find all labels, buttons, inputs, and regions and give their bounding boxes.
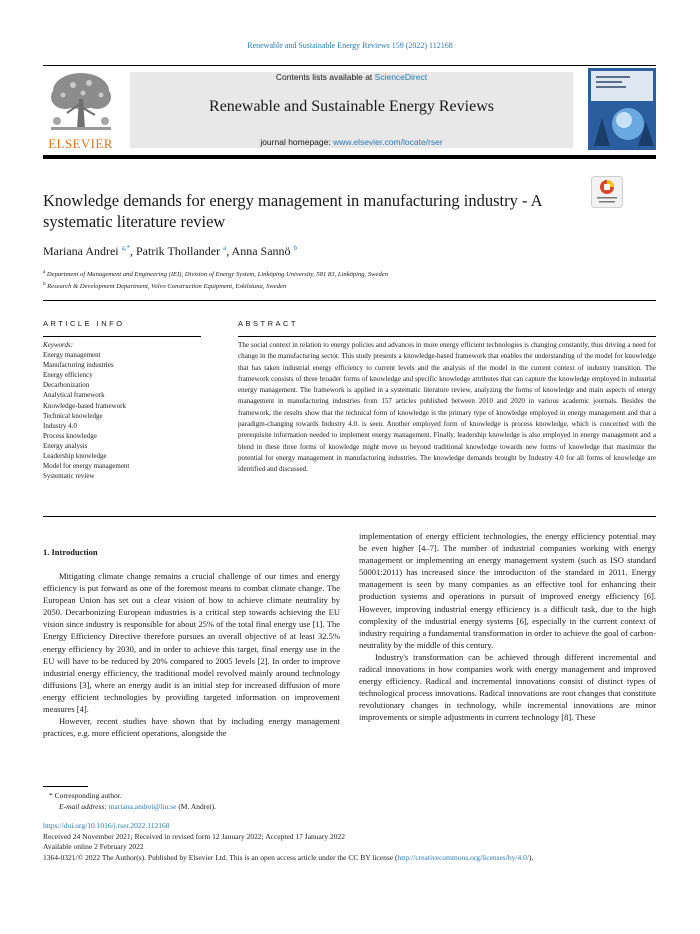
license-text: 1364-0321/© 2022 The Author(s). Published by Elsevier Ltd. This is an open access article under the CC BY license ( <box>43 852 398 862</box>
keyword-item: Process knowledge <box>43 431 97 440</box>
keyword-item: Industry 4.0 <box>43 421 77 430</box>
affiliation-text: Research & Development Department, Volvo Construction Equipment, Eskilstuna, Sweden <box>47 283 287 291</box>
header-thick-rule <box>43 155 656 159</box>
keywords-label: Keywords: <box>43 341 74 349</box>
contents-availability <box>130 72 573 82</box>
corresponding-author-note: * Corresponding author. <box>49 791 122 800</box>
keyword-item: Technical knowledge <box>43 411 103 420</box>
available-online-date: Available online 2 February 2022 <box>43 842 144 852</box>
homepage-link[interactable]: www.elsevier.com/locate/rser <box>333 137 443 147</box>
affiliation-item <box>43 268 388 280</box>
abstract-bottom-rule <box>43 516 656 517</box>
section-heading-introduction: 1. Introduction <box>43 547 98 557</box>
license-link[interactable]: http://creativecommons.org/licenses/by/4.0/ <box>397 852 529 862</box>
keyword-item: Energy management <box>43 351 101 360</box>
email-line <box>43 801 216 812</box>
publication-info <box>43 821 533 863</box>
license-suffix: ). <box>528 852 534 862</box>
keyword-item: Systematic review <box>43 472 95 481</box>
keyword-item: Energy efficiency <box>43 371 93 380</box>
affiliations <box>43 268 388 292</box>
affiliation-item <box>43 280 388 292</box>
author-name: Patrik Thollander <box>136 244 221 258</box>
journal-title: Renewable and Sustainable Energy Reviews <box>209 98 494 115</box>
body-paragraph: Mitigating climate change remains a crucial challenge of our times and energy efficiency is put forward as one of the foremost means to combat climate change. The European Union has set out a clear vision of how to achieve climate neutrality by 2050. Decarbonizing European industries is a critical step towards achieving the EU vision since industry is responsible for about 25% of the total final energy use [1]. The Energy Efficiency Directive therefore pursues an overall objective of at least 32.5% energy efficiency by 2030, and in order to achieve this target, final energy use in the EU will have to be reduced by 20% compared to 2005 levels [2]. In order to improve industrial energy efficiency, the traditional model revolved mainly around technology diffusions [3], where an energy audit is an initial step for increased diffusion of more energy efficient technologies by providing targeted information on improvement measures [4]. <box>43 571 340 715</box>
keyword-item: Manufacturing industries <box>43 361 114 370</box>
check-for-updates-icon[interactable] <box>591 176 623 208</box>
keyword-item: Decarbonization <box>43 381 90 390</box>
article-info-heading: ARTICLE INFO <box>43 319 125 328</box>
author-email-link[interactable]: mariana.andrei@liu.se <box>108 802 177 811</box>
body-column-right <box>359 530 656 724</box>
article-info-rule <box>43 336 201 337</box>
keyword-item: Analytical framework <box>43 391 105 400</box>
email-suffix: (M. Andrei). <box>176 802 217 811</box>
footnote <box>43 790 216 812</box>
journal-citation[interactable]: Renewable and Sustainable Energy Reviews 159 (2022) 112168 <box>247 41 453 50</box>
affiliation-marker: b <box>43 282 46 288</box>
body-paragraph: Industry's transformation can be achieved through different incremental and radical innovations in how companies work with energy management and improved energy efficiency. Radical and incremental innovations consist of distinct types of technological process innovations. Radical innovations are root changes that constitute revolutionary changes in technology, while incremental innovations are minor improvements or simple adjustments in current technology [8]. These <box>359 651 656 723</box>
body-column-left <box>43 570 340 739</box>
author-affiliation-marker[interactable]: a,* <box>121 244 130 252</box>
author-list: Mariana Andrei $^{a,*}$, Patrik Thollander $^a$, Anna Sannö $^b$ <box>43 244 298 258</box>
abstract-heading: ABSTRACT <box>238 319 299 328</box>
footnote-rule <box>43 786 88 787</box>
affiliation-text: Department of Management and Engineering (IEI), Division of Energy System, Linköping University, 581 83, Linköping, Sweden <box>46 271 388 279</box>
section-rule <box>43 300 656 301</box>
keyword-item: Knowledge-based framework <box>43 401 126 410</box>
author-affiliation-marker[interactable]: b <box>293 244 298 252</box>
keyword-item: Model for energy management <box>43 462 130 471</box>
abstract-body: The social context in relation to energy policies and advances in more energy efficient technologies is changing constantly, thus driving a need for change in the manufacturing sector. This study presents a knowledge-based framework that enables the understanding of the model for knowledge that has taken industrial energy efficiency to current levels and the analysis of the model in the current context of industry transition. The framework consists of three broader forms of knowledge and specific knowledge attributes that can capture the knowledge employed in industrial energy management. The framework is applied in a systematic literature review, analyzing the forms of knowledge and main aspects of energy management in manufacturing industries from 157 articles published between 2010 and 2020 in various academic journals. Besides the framework, the results show that the technical form of knowledge is the primary type of knowledge employed in energy management and that a paradigm-changing towards Industry 4.0. is seen. Another employed form of knowledge is process knowledge, which is concerned with the prerequisite information needed to implement energy management. Finally, leadership knowledge is also employed in energy management and a blend in these three forms of knowledge might move us beyond traditional knowledge towards new forms of knowledge that maximize the potential for energy management in manufacturing industries. The knowledge demands brought by Industry 4.0 for all forms of knowledge are identified and discussed. <box>238 341 656 474</box>
journal-cover-thumbnail[interactable] <box>588 68 656 150</box>
license-line <box>43 853 533 864</box>
author-name: Mariana Andrei <box>43 244 119 258</box>
header-rule <box>43 65 656 66</box>
journal-homepage <box>130 137 573 147</box>
homepage-prefix: journal homepage: <box>260 137 334 147</box>
author-name: Anna Sannö <box>231 244 291 258</box>
author-affiliation-marker[interactable]: a <box>223 244 227 252</box>
contents-prefix: Contents lists available at <box>275 72 375 82</box>
sciencedirect-link[interactable]: ScienceDirect <box>374 72 428 82</box>
affiliation-marker: a <box>43 270 46 275</box>
email-label: E-mail address: <box>59 802 109 811</box>
doi-link[interactable]: https://doi.org/10.1016/j.rser.2022.112168 <box>43 821 170 830</box>
received-dates: Received 24 November 2021; Received in revised form 12 January 2022; Accepted 17 January 2022 <box>43 831 345 841</box>
keyword-item: Energy analysis <box>43 441 88 450</box>
keywords-list <box>43 340 129 481</box>
body-paragraph: However, recent studies have shown that by including energy management practices, e.g. more efficient operations, alongside the <box>43 716 340 739</box>
article-title: Knowledge demands for energy management in manufacturing industry - A systematic literature review <box>43 191 542 231</box>
keyword-item: Leadership knowledge <box>43 452 107 461</box>
elsevier-wordmark: ELSEVIER <box>48 136 113 151</box>
body-paragraph: implementation of energy efficient technologies, the energy efficiency potential may be even higher [4–7]. The number of industrial companies working with energy management or implementing an energy management system (such as ISO standard 50001:2011) has increased since the introduction of the standard in 2011. Energy management is seen by many companies as an effective tool for enhancing their production systems and operations in pursuit of improved energy efficiency [6]. However, improving industrial energy efficiency is a difficult task, due to the high complexity of the industrial energy systems [6], especially in the current context of industry requiring a fundamental transformation in order to achieve the goal of carbon-neutrality by the middle of this century. <box>359 531 656 650</box>
abstract-rule <box>238 336 656 337</box>
